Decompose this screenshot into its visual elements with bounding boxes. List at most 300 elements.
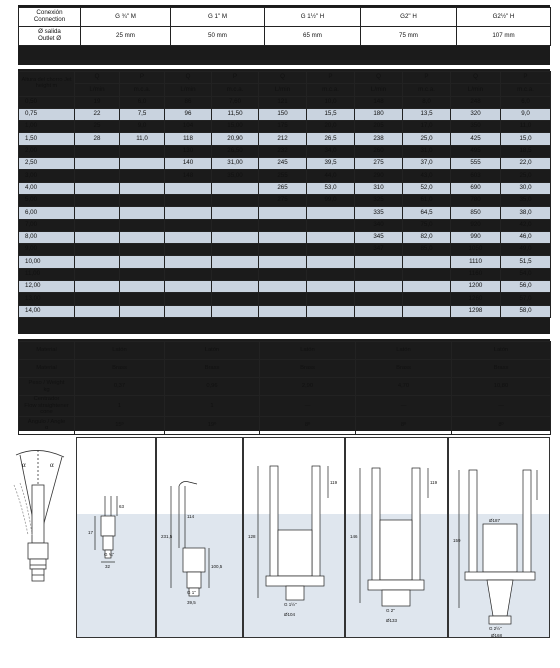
flow-q-cell: 325 [355,194,403,206]
flow-q-cell: 290 [355,170,403,182]
flow-q-cell: 121 [259,96,307,108]
flow-p-cell [307,219,355,231]
flow-p-cell: 15,00 [212,121,259,133]
flow-q-cell [165,305,212,317]
flow-q-cell: 1200 [451,281,501,293]
flow-q-cell: 22 [75,108,120,120]
flow-p-cell [120,158,165,170]
flow-p-cell [212,194,259,206]
jet-height-cell: 11,00 [19,268,75,280]
q-unit: L/min [259,84,307,96]
q-header: Q [259,72,307,84]
connection-cell: 50 mm [171,27,265,46]
flow-p-cell: 17,0 [403,121,451,133]
connection-cell: G 1½" H [265,8,361,27]
spec-cell: 8º [260,416,356,434]
flow-q-cell: 320 [451,108,501,120]
flow-p-cell: 22,0 [501,158,551,170]
flow-p-cell: 85,0 [403,244,451,256]
table-row [19,231,551,243]
flow-q-cell [75,305,120,317]
flow-p-cell: 34,0 [307,145,355,157]
flow-q-cell: 19 [75,96,120,108]
table-row [19,268,551,280]
jet-height-cell: 1,00 [19,121,75,133]
flow-q-cell: 350 [451,121,501,133]
jet-height-cell: 12,00 [19,281,75,293]
flow-q-cell: 275 [355,158,403,170]
flow-q-cell: 1160 [451,268,501,280]
flow-q-cell: 990 [451,231,501,243]
p-unit: m.c.a. [307,84,355,96]
spec-cell: Brass [75,360,165,378]
connection-cell: G2" H [361,8,457,27]
p-unit: m.c.a. [212,84,259,96]
spec-cell: Brass [356,360,452,378]
flow-q-cell [165,207,212,219]
flow-q-cell: 347 [355,244,403,256]
flow-q-cell [75,231,120,243]
flow-p-cell [403,256,451,268]
flow-p-cell [307,305,355,317]
flow-q-cell: 118 [165,133,212,145]
dim-label: Ø168 [491,633,503,638]
flow-q-cell: 603 [451,170,501,182]
connection-row-label [19,8,81,27]
flow-p-cell [120,207,165,219]
flow-p-cell: 51,5 [501,256,551,268]
flow-p-cell: 13,5 [403,108,451,120]
flow-q-cell: 310 [355,182,403,194]
table-row [19,158,551,170]
flow-p-cell [212,256,259,268]
jet-height-cell: 2,00 [19,145,75,157]
spec-cell: Brass [165,360,260,378]
dim-label: Ø133 [386,618,398,623]
flow-p-cell: 11,50 [212,108,259,120]
flow-q-cell [75,293,120,305]
flow-q-cell [259,219,307,231]
flow-p-cell [212,244,259,256]
table-row [19,194,551,206]
flow-p-cell [307,293,355,305]
flow-p-cell: 49,0 [501,244,551,256]
spec-label-line: kg [43,386,50,393]
p-header: P [212,72,259,84]
flow-q-cell [259,293,307,305]
spec-label-line: Peso / Weight [28,379,65,386]
spec-cell: Latón [75,342,165,360]
flow-p-cell [212,293,259,305]
spec-row [19,396,551,417]
flow-q-cell [355,305,403,317]
spec-row [19,416,551,434]
flow-p-cell: 26,50 [212,145,259,157]
spec-cell: Brass [260,360,356,378]
flow-p-cell: 46,0 [501,231,551,243]
table-row [19,170,551,182]
spec-cell: 2,90 [260,378,356,396]
flow-p-cell [307,244,355,256]
flow-q-cell: 850 [451,207,501,219]
flow-q-cell: 140 [165,158,212,170]
dim-label: Ø104 [284,612,296,617]
flow-p-cell [120,231,165,243]
flow-table [18,71,551,318]
flow-q-cell [165,293,212,305]
flow-q-cell [75,194,120,206]
flow-p-cell [120,219,165,231]
q-header: Q [451,72,501,84]
flow-q-cell [75,158,120,170]
flow-q-cell [75,170,120,182]
flow-q-cell: 96 [165,108,212,120]
dim-label: 128 [248,534,256,539]
flow-p-cell [120,182,165,194]
table-row [19,207,551,219]
flow-q-cell [165,244,212,256]
dim-label: G 1" [187,590,196,595]
spec-label-line: Ángulo / Angle [27,418,66,425]
flow-p-cell [307,231,355,243]
spec-cell: Latón [260,342,356,360]
flow-q-cell [165,256,212,268]
flow-p-cell: 52,0 [403,182,451,194]
flow-p-cell: 99,0 [307,194,355,206]
flow-p-cell: 31,00 [212,158,259,170]
p-unit: m.c.a. [501,84,551,96]
jet-height-cell: 2,50 [19,158,75,170]
flow-q-cell: 1298 [451,305,501,317]
flow-p-cell: 7,60 [212,96,259,108]
flow-p-cell [212,182,259,194]
p-unit: m.c.a. [120,84,165,96]
flow-q-cell: 265 [259,182,307,194]
jet-height-cell: 6,00 [19,207,75,219]
table-row [19,108,551,120]
q-unit: L/min [75,84,120,96]
flow-p-cell: 57,0 [501,293,551,305]
jet-height-cell: 3,00 [19,170,75,182]
flow-p-cell: 11,0 [501,121,551,133]
spec-label-line: Flow straightener cone [24,402,69,416]
flow-p-cell: 53,0 [307,182,355,194]
spec-cell: 1 [165,396,260,417]
flow-p-cell: 6,0 [501,96,551,108]
spec-cell: 4,70 [356,378,452,396]
flow-q-cell [259,207,307,219]
flow-p-cell [212,231,259,243]
flow-p-cell: 61,0 [403,194,451,206]
spec-cell: Latón [165,342,260,360]
flow-q-cell: 1050 [451,244,501,256]
flow-q-cell: 255 [259,170,307,182]
table-row [19,305,551,317]
label-en: Connection [33,16,66,23]
dim-label: Ø187 [489,518,501,523]
connection-cell: 65 mm [265,27,361,46]
flow-q-cell [75,256,120,268]
flow-p-cell: 9,0 [120,121,165,133]
flow-p-cell: 42,0 [501,219,551,231]
flow-q-cell: 150 [259,108,307,120]
flow-q-cell: 1260 [451,293,501,305]
flow-q-cell: 248 [451,96,501,108]
p-header: P [501,72,551,84]
flow-p-cell: 11,0 [120,133,165,145]
alpha-left-label: α [22,461,26,469]
p-header: P [403,72,451,84]
flow-q-cell [355,281,403,293]
spec-row [19,360,551,378]
jet-height-cell: 9,00 [19,244,75,256]
dim-label: G 1½" [284,602,297,607]
flow-p-cell: 25,0 [403,133,451,145]
q-header: Q [165,72,212,84]
flow-q-cell: 238 [355,133,403,145]
flow-p-cell [307,207,355,219]
connection-cell: 25 mm [81,27,171,46]
table-row [19,121,551,133]
jet-height-cell: 4,00 [19,182,75,194]
q-header: Q [355,72,403,84]
flow-q-cell: 275 [259,194,307,206]
label-en: Outlet Ø [37,35,62,42]
table-row [19,281,551,293]
table-row [19,244,551,256]
drawing-panel-g34 [76,437,156,638]
q-unit: L/min [165,84,212,96]
dim-label: 119 [330,480,338,485]
connection-row [19,27,551,46]
jet-height-cell: 1,50 [19,133,75,145]
drawing-panel-g112 [243,437,345,638]
spec-cell: — [452,396,551,417]
p-unit: m.c.a. [403,84,451,96]
flow-q-cell [165,194,212,206]
flow-p-cell: 15,0 [501,133,551,145]
spec-cell: Latón [452,342,551,360]
flow-q-cell [165,231,212,243]
flow-q-cell: 425 [451,133,501,145]
connection-cell: G 1" M [171,8,265,27]
flow-q-cell: 345 [355,231,403,243]
flow-q-cell: 690 [451,182,501,194]
spec-cell: Brass [452,360,551,378]
flow-q-cell [75,281,120,293]
jet-height-cell: 13,00 [19,293,75,305]
flow-q-cell: 212 [259,133,307,145]
spec-cell: — [260,396,356,417]
nozzle-side-view [2,445,76,605]
dimension-drawings [76,437,550,638]
jet-height-cell: 5,00 [19,194,75,206]
connection-cell: G ¾" M [81,8,171,27]
dim-label: G ¾" [104,552,115,557]
connection-row [19,8,551,27]
table-row [19,256,551,268]
flow-p-cell [307,256,355,268]
label-es: Ø salida [38,28,61,36]
flow-p-cell: 20,0 [307,121,355,133]
dim-label: G 2½" [489,626,502,631]
flow-q-cell: 28 [75,133,120,145]
alpha-right-label: α [50,461,54,469]
flow-p-cell: 26,5 [307,133,355,145]
flow-p-cell: 38,0 [501,207,551,219]
flow-q-cell [259,231,307,243]
spec-label-line: Centrador [33,396,60,402]
dim-label: 39,5 [187,600,196,605]
jet-height-cell: 0,75 [19,108,75,120]
spec-cell: Latón [356,342,452,360]
spec-cell: 10,80 [452,378,551,396]
flow-p-cell: 35,00 [212,170,259,182]
dim-label: 231,5 [161,534,173,539]
jet-height-cell: 0,50 [19,96,75,108]
spec-cell: 15º [75,416,165,434]
spec-label-line: Material [36,365,57,372]
flow-q-cell: 340 [355,219,403,231]
flow-p-cell [120,305,165,317]
flow-q-cell: 495 [451,145,501,157]
spec-table [18,341,551,435]
connection-cell: 107 mm [457,27,551,46]
dim-label: 114 [187,514,195,519]
p-header: P [307,72,355,84]
spec-cell: 19º [165,416,260,434]
dim-label: 17 [88,530,94,535]
flow-q-cell [75,145,120,157]
spec-row-label [19,378,75,396]
flow-p-cell: 35,0 [501,194,551,206]
flow-p-cell [403,305,451,317]
flow-q-cell: 205 [355,121,403,133]
flow-p-cell: 7,5 [120,108,165,120]
spec-row [19,342,551,360]
q-header: Q [75,72,120,84]
dim-label: 159 [453,538,461,543]
flow-q-cell [355,293,403,305]
flow-p-cell: 39,5 [307,158,355,170]
flow-p-cell: 54,0 [501,268,551,280]
flow-q-cell [259,256,307,268]
spec-cell: 8º [452,416,551,434]
flow-p-cell: 44,0 [307,170,355,182]
flow-q-cell: 175 [259,121,307,133]
spec-label-line: Material [36,347,57,354]
jet-height-cell: 10,00 [19,256,75,268]
flow-q-cell: 335 [355,207,403,219]
jet-height-cell: 7,00 [19,219,75,231]
spec-cell: 0,96 [165,378,260,396]
jet-height-cell: 8,00 [19,231,75,243]
flow-q-cell [75,244,120,256]
flow-p-cell [120,244,165,256]
flow-p-cell [403,293,451,305]
spec-label-line: α [44,425,49,432]
flow-p-cell [120,145,165,157]
flow-q-cell [165,219,212,231]
flow-q-cell: 130 [165,145,212,157]
spec-row-label [19,342,75,360]
table-row [19,182,551,194]
spec-cell: — [356,396,452,417]
flow-p-cell [212,305,259,317]
flow-q-cell: 148 [355,96,403,108]
table-row [19,293,551,305]
connection-table [18,7,551,46]
dim-label: 146 [350,534,358,539]
flow-q-cell: 86 [165,96,212,108]
drawing-panel-g1 [156,437,243,638]
dim-label: 100,5 [211,564,223,569]
flow-p-cell [120,281,165,293]
jet-height-cell: 14,00 [19,305,75,317]
flow-p-cell: 43,0 [403,170,451,182]
flow-q-cell [75,207,120,219]
flow-q-cell [165,268,212,280]
flow-q-cell: 180 [355,108,403,120]
dim-label: 63 [119,504,125,509]
table-row [19,133,551,145]
flow-q-cell: 148 [165,170,212,182]
flow-q-cell: 780 [451,194,501,206]
q-unit: L/min [355,84,403,96]
flow-q-cell: 104 [165,121,212,133]
q-unit: L/min [451,84,501,96]
flow-p-cell: 82,0 [403,231,451,243]
flow-q-cell: 920 [451,219,501,231]
table-row [19,96,551,108]
flow-q-cell [165,281,212,293]
flow-p-cell: 30,0 [501,182,551,194]
label-es: Conexión [36,9,63,17]
connection-cell: 75 mm [361,27,457,46]
connection-cell: G2½" H [457,8,551,27]
spec-row-label [19,360,75,378]
flow-p-cell [307,268,355,280]
flow-p-cell: 31,0 [403,145,451,157]
spec-cell: 8º [356,416,452,434]
flow-q-cell: 232 [259,145,307,157]
p-header: P [120,72,165,84]
flow-q-cell [259,305,307,317]
flow-p-cell [212,268,259,280]
table-row [19,145,551,157]
dim-label: 119 [430,480,438,485]
flow-q-cell [75,268,120,280]
flow-p-cell: 25,0 [501,170,551,182]
flow-p-cell [212,207,259,219]
flow-p-cell: 20,90 [212,133,259,145]
flow-q-cell [75,219,120,231]
flow-q-cell [165,182,212,194]
spec-row-label [19,416,75,434]
flow-p-cell [403,281,451,293]
flow-p-cell [212,281,259,293]
flow-q-cell [259,244,307,256]
flow-p-cell [212,219,259,231]
flow-q-cell: 555 [451,158,501,170]
flow-p-cell [403,268,451,280]
flow-p-cell: 8,0 [403,96,451,108]
spec-row-label [19,396,75,417]
flow-p-cell: 58,0 [501,305,551,317]
dim-label: G 2" [386,608,395,613]
spec-cell: 1 [75,396,165,417]
spec-cell: 0,37 [75,378,165,396]
